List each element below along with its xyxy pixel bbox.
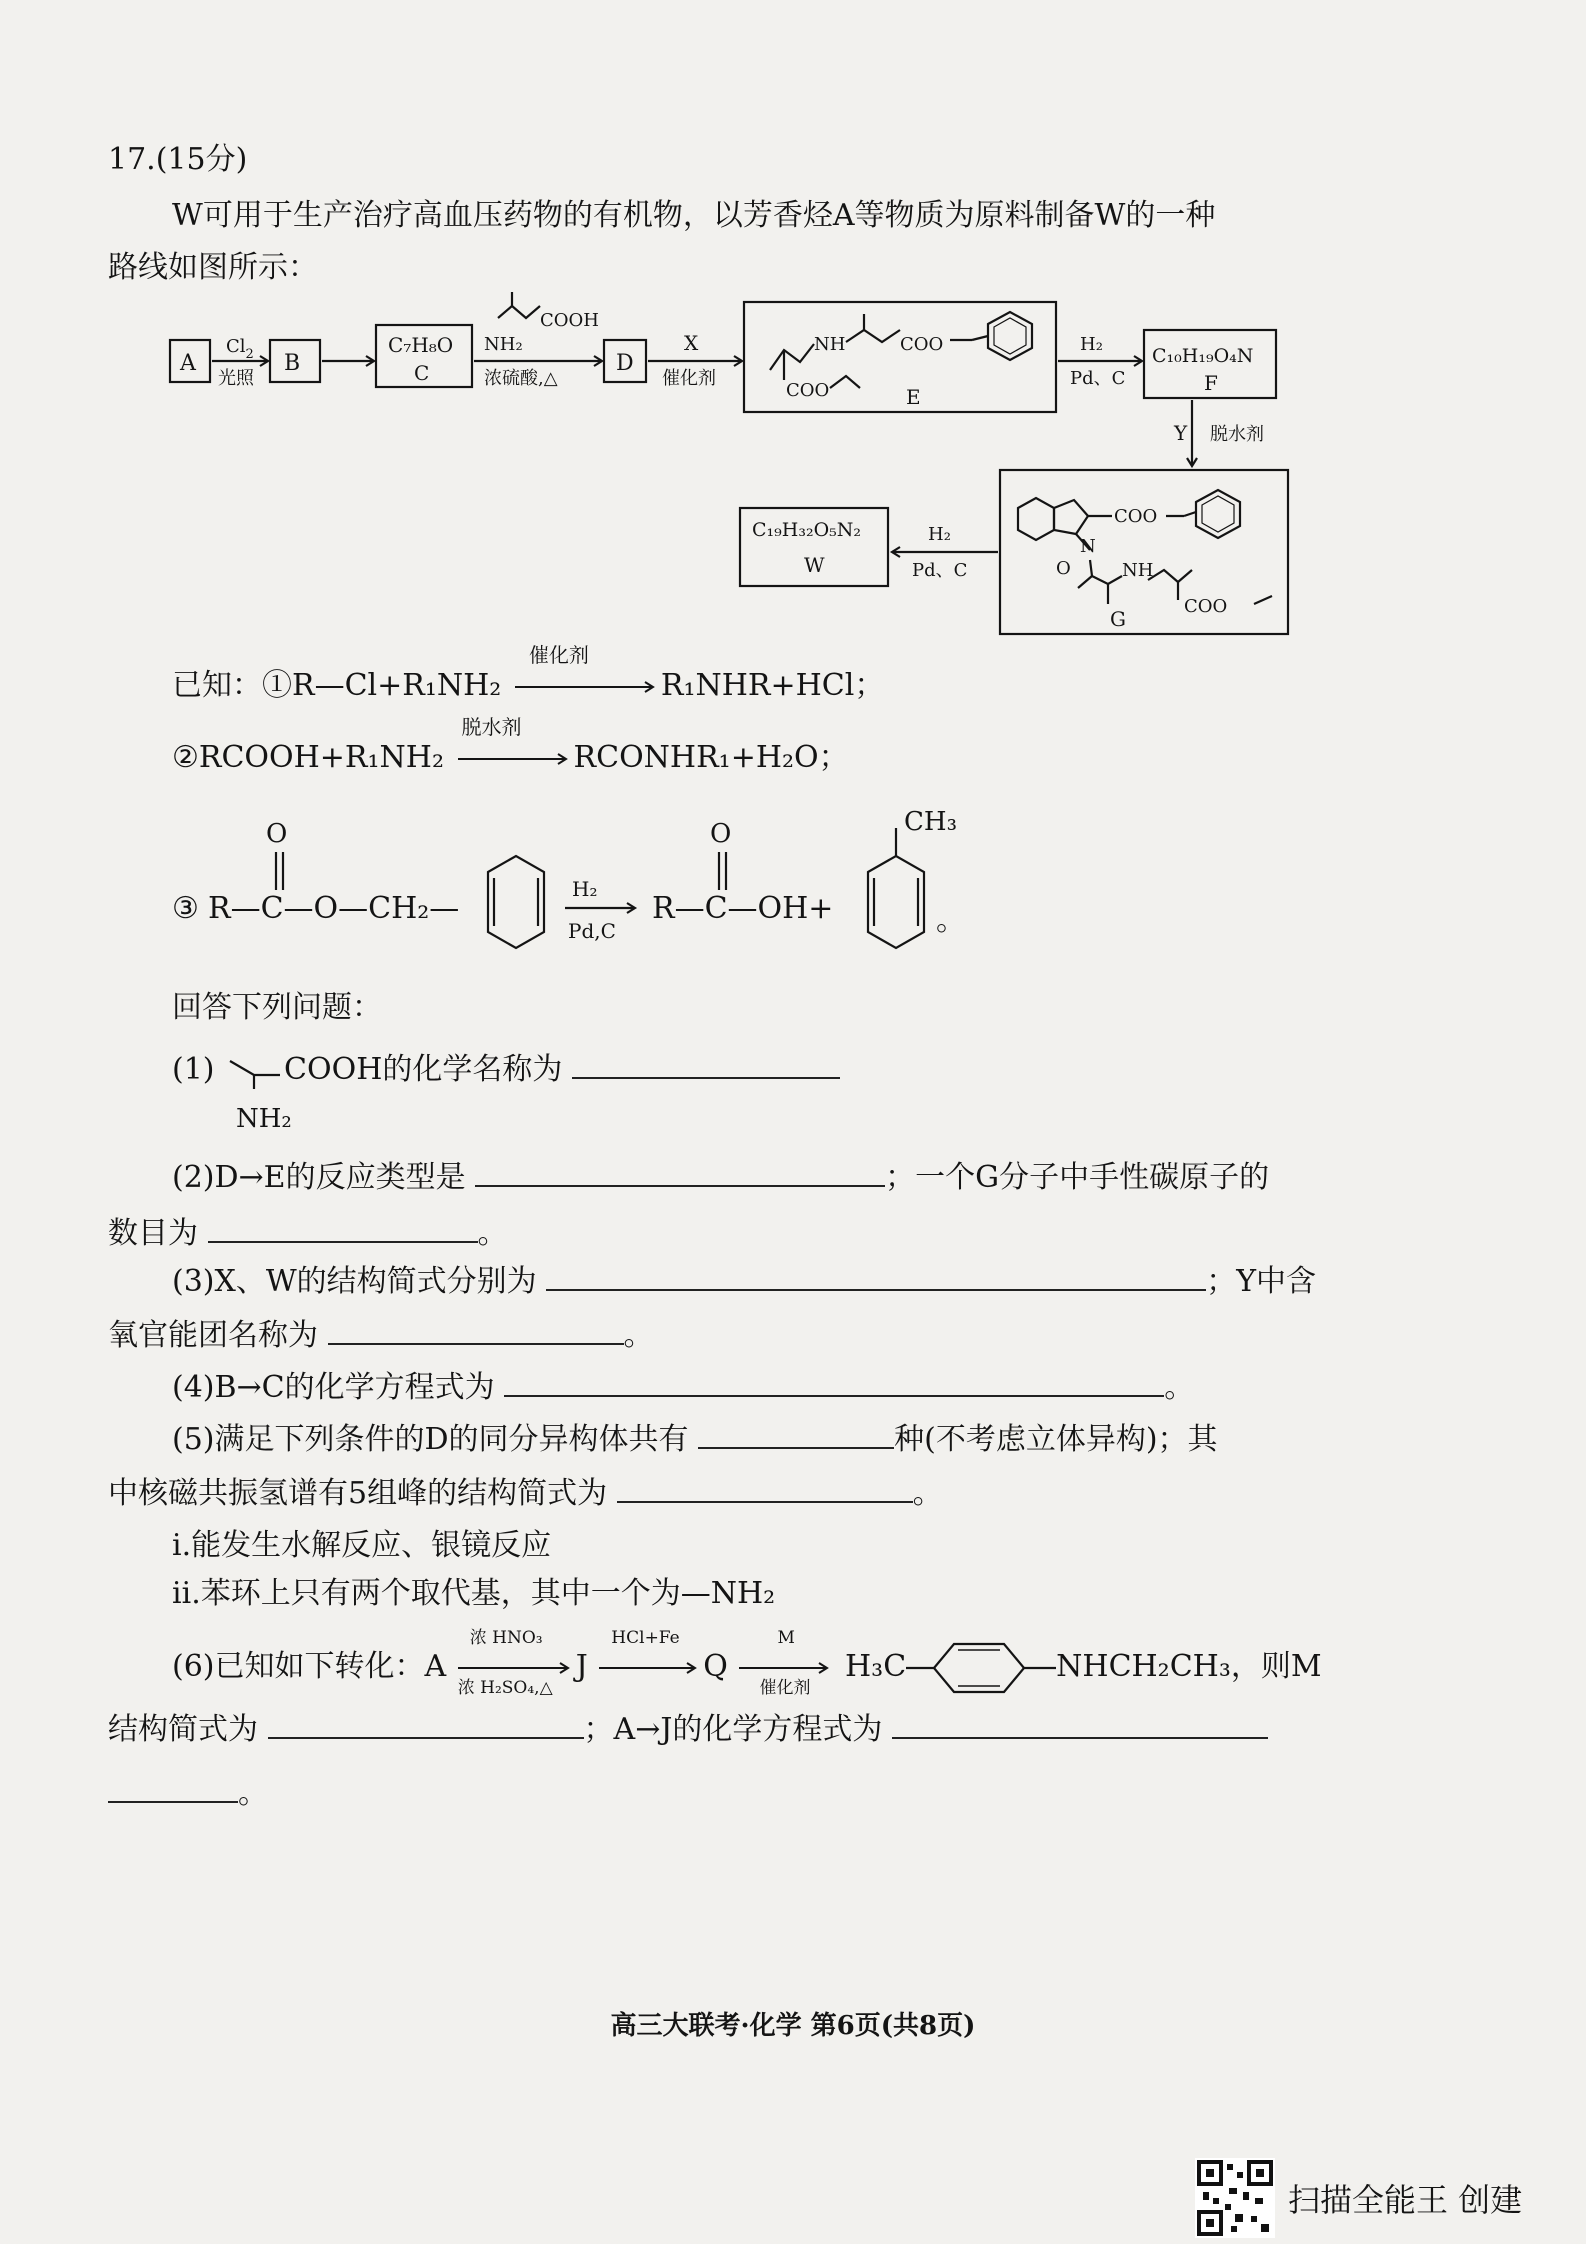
reaction-3-pdc: Pd,C (568, 919, 616, 943)
q3-structures-blank[interactable] (546, 1288, 1206, 1291)
e-nh: NH (814, 334, 846, 355)
q6-m-reagent: M (777, 1628, 795, 1648)
f-formula: C₁₀H₁₉O₄N (1152, 345, 1254, 367)
reaction-3-product: R—C—OH+ (652, 891, 834, 926)
box-b-label: B (284, 351, 301, 376)
q5-condition-i: ⅰ.能发生水解反应、银镜反应 (172, 1528, 552, 1563)
page-footer: 高三大联考·化学 第6页(共8页) (610, 2011, 976, 2041)
q4-part-b: 。 (1164, 1370, 1195, 1405)
q5-part-d: 。 (912, 1476, 943, 1511)
q5-part-a: (5)满足下列条件的D的同分异构体共有 (172, 1422, 689, 1457)
q6-part-c: ；A→J的化学方程式为 (583, 1712, 883, 1747)
q4-equation-blank[interactable] (504, 1394, 1164, 1397)
q3-line-1 (172, 1264, 1316, 1300)
pd-c-condition: Pd、C (1070, 368, 1126, 389)
known-prefix: 已知： (172, 668, 262, 703)
reaction-2-left: ②RCOOH+R₁NH₂ (172, 740, 444, 775)
h2-reagent-2: H₂ (928, 524, 951, 545)
reaction-1-condition: 催化剂 (528, 643, 589, 667)
reaction-2-condition: 脱水剂 (461, 715, 522, 739)
q6-nh-text: NHCH₂CH₃，则M (1056, 1649, 1322, 1684)
q5-condition-ii: ⅱ.苯环上只有两个取代基，其中一个为—NH₂ (172, 1576, 776, 1611)
q6-equation-blank-cont[interactable] (108, 1800, 238, 1803)
q6-part-a: (6)已知如下转化：A (172, 1649, 447, 1684)
catalyst-label: 催化剂 (662, 368, 716, 389)
cl2-subscript: 2 (245, 347, 254, 362)
h2-reagent: H₂ (1080, 334, 1103, 355)
q6-arrow-2 (597, 1628, 703, 1682)
pd-c-condition-2: Pd、C (912, 560, 968, 581)
q5-line-2 (108, 1476, 943, 1512)
q2-reaction-type-blank[interactable] (475, 1184, 885, 1187)
qr-code-icon (1195, 2158, 1275, 2238)
q2-line-1 (172, 1160, 1269, 1196)
e-coo-2: COO (786, 380, 830, 401)
q3-part-c: 氧官能团名称为 (108, 1318, 318, 1353)
label-g: G (1110, 607, 1126, 631)
q3-part-b: ；Y中含 (1206, 1264, 1317, 1299)
q4-part-a: (4)B→C的化学方程式为 (172, 1370, 495, 1405)
reagent-y: Y (1174, 421, 1188, 445)
reaction-3-h2: H₂ (572, 877, 598, 901)
q6-hno3: 浓 HNO₃ (469, 1628, 543, 1648)
q6-hcl-fe: HCl+Fe (611, 1628, 680, 1648)
g-n: N (1080, 536, 1096, 557)
reaction-3-carbonyl-o: O (266, 819, 288, 849)
g-nh: NH (1122, 560, 1154, 581)
q6-part-b: 结构简式为 (108, 1712, 258, 1747)
q6-arrow-1 (456, 1628, 576, 1698)
q5-line-1 (172, 1422, 1218, 1458)
q3-functional-group-blank[interactable] (328, 1342, 624, 1345)
q6-benzene-ring (906, 1640, 1056, 1696)
q6-line-3 (108, 1776, 268, 1812)
reaction-3-end: 。 (936, 903, 966, 938)
q6-line-1 (172, 1628, 1322, 1698)
q3-line-2 (108, 1318, 654, 1354)
q6-equation-blank[interactable] (892, 1736, 1268, 1739)
box-a-label: A (180, 351, 196, 376)
alanine-cooh: COOH (540, 310, 599, 331)
q6-arrow-3 (737, 1628, 835, 1698)
q1-answer-blank[interactable] (572, 1076, 840, 1079)
q6-h3c: H₃C (845, 1649, 907, 1684)
intro-line-1: W可用于生产治疗高血压药物的有机物，以芳香烃A等物质为原料制备W的一种 (172, 198, 1216, 233)
reaction-1-right: R₁NHR+HCl； (660, 668, 885, 703)
cl2-symbol: Cl (226, 336, 246, 357)
dehydrating-agent: 脱水剂 (1210, 424, 1264, 445)
question-number: 17. (108, 142, 156, 177)
alanine-nh2: NH₂ (484, 334, 523, 355)
conc-h2so4: 浓硫酸,△ (484, 368, 558, 389)
box-d-label: D (616, 351, 634, 376)
q2-part-d: 。 (477, 1216, 508, 1251)
q6-part-d: 。 (238, 1776, 268, 1811)
known-reaction-3 (0, 0, 1586, 1000)
reaction-2-right: RCONHR₁+H₂O； (573, 740, 849, 775)
q3-part-d: 。 (623, 1318, 654, 1353)
g-coo: COO (1114, 506, 1158, 527)
intro-line-2: 路线如图所示： (108, 250, 318, 285)
q6-h2so4: 浓 H₂SO₄,△ (457, 1678, 553, 1698)
q1-number: (1) (172, 1052, 215, 1087)
q2-chiral-count-blank[interactable] (208, 1240, 478, 1243)
scanner-label: 扫描全能王 创建 (1288, 2181, 1523, 2219)
label-f: F (1204, 371, 1218, 395)
q2-line-2 (108, 1216, 508, 1252)
q2-part-a: (2)D→E的反应类型是 (172, 1160, 466, 1195)
q5-count-blank[interactable] (698, 1446, 894, 1449)
q6-j: J (575, 1649, 588, 1684)
reaction-3-number: ③ (172, 891, 199, 926)
q1-cooh: COOH (284, 1052, 383, 1087)
g-coo-2: COO (1184, 596, 1228, 617)
q1-alanine-skeleton (224, 1053, 284, 1089)
q1-line (172, 1052, 840, 1089)
reaction-3-ch3: CH₃ (904, 807, 957, 837)
e-coo-1: COO (900, 334, 944, 355)
q3-part-a: (3)X、W的结构简式分别为 (172, 1264, 537, 1299)
q5-part-c: 中核磁共振氢谱有5组峰的结构简式为 (108, 1476, 608, 1511)
q6-line-2 (108, 1712, 1268, 1748)
q1-text: 的化学名称为 (382, 1052, 563, 1087)
label-w: W (804, 553, 825, 577)
reaction-3-carbonyl-o-2: O (710, 819, 732, 849)
q2-part-b: ；一个G分子中手性碳原子的 (885, 1160, 1270, 1195)
q5-part-b: 种(不考虑立体异构)；其 (894, 1422, 1218, 1457)
q1-nh2: NH₂ (236, 1104, 292, 1134)
q6-m-structure-blank[interactable] (268, 1736, 584, 1739)
reaction-3-reactant: R—C—O—CH₂— (208, 891, 460, 926)
q4-line (172, 1370, 1194, 1406)
q5-structure-blank[interactable] (617, 1500, 913, 1503)
c7h8o-formula: C₇H₈O (388, 333, 454, 357)
reagent-x: X (684, 331, 699, 355)
g-o: O (1056, 558, 1071, 579)
w-formula: C₁₉H₃₂O₅N₂ (752, 519, 862, 541)
light-condition: 光照 (218, 368, 254, 389)
reaction-1-left: ①R—Cl+R₁NH₂ (262, 668, 502, 703)
q6-q: Q (703, 1649, 728, 1684)
box-c-label: C (414, 361, 430, 385)
questions-header: 回答下列问题： (172, 990, 382, 1025)
q2-part-c: 数目为 (108, 1216, 198, 1251)
question-score: (15分) (155, 142, 248, 177)
label-e: E (906, 385, 921, 409)
q6-catalyst: 催化剂 (759, 1678, 811, 1698)
